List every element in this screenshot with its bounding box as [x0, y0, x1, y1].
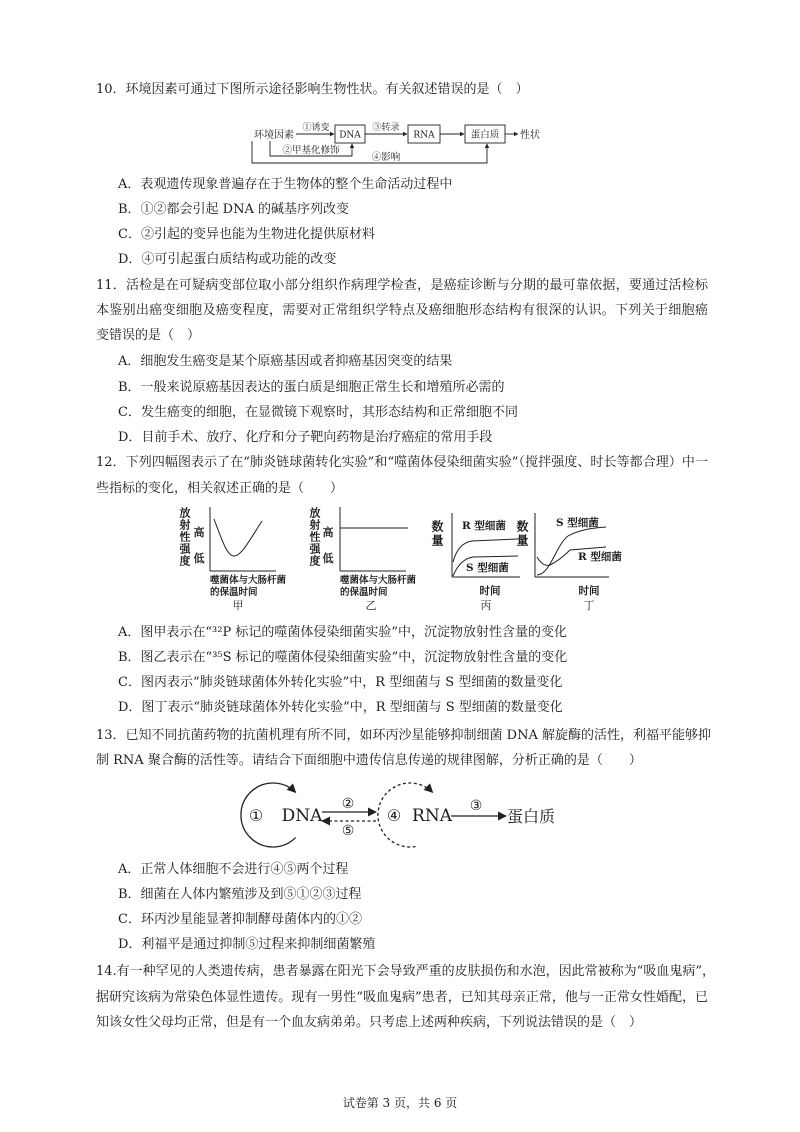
q11-option-b: B．一般来说原癌基因表达的蛋白质是细胞正常生长和增殖所必需的 [118, 380, 505, 395]
graph-yi-xlabel-1: 噬菌体与大肠杆菌 [340, 575, 417, 586]
q12-option-b: B．图乙表示在“³⁵S 标记的噬菌体侵染细菌实验”中，沉淀物放射性含量的变化 [118, 650, 568, 665]
q12-stem-line-2: 些指标的变化，相关叙述正确的是（ ） [96, 481, 344, 496]
q14-stem-line-1: 14.有一种罕见的人类遗传病，患者暴露在阳光下会导致严重的皮肤损伤和水泡，因此常被称为“吸血鬼病”， [96, 964, 715, 979]
graph-ding [535, 513, 622, 612]
graph-yi-caption: 乙 [365, 599, 377, 612]
graph-jia-xlabel-2: 的保温时间 [210, 587, 258, 598]
q12-option-a: A．图甲表示在“³²P 标记的噬菌体侵染细菌实验”中，沉淀物放射性含量的变化 [118, 625, 567, 640]
graph-yi-low: 低 [322, 552, 334, 565]
graph-yi-high: 高 [322, 526, 334, 539]
graph-ding-ylabel: 数量 [515, 520, 529, 548]
graph-bing-upper-label: R 型细菌 [462, 520, 506, 532]
page-footer: 试卷第 3 页，共 6 页 [342, 1096, 458, 1110]
trait-label: 性状 [520, 130, 540, 141]
process-5-label: ⑤ [341, 823, 355, 839]
transcription-label: ③转录 [372, 123, 400, 133]
rna-label: RNA [412, 806, 452, 826]
q13-option-c: C．环丙沙星能显著抑制酵母菌体内的①② [118, 912, 362, 927]
q12-option-d: D．图丁表示“肺炎链球菌体外转化实验”中，R 型细菌与 S 型细菌的数量变化 [118, 700, 563, 715]
q13-option-d: D．利福平是通过抑制⑤过程来抑制细菌繁殖 [118, 937, 376, 952]
q12-stem-line-1: 12．下列四幅图表示了在“肺炎链球菌转化实验”和“噬菌体侵染细菌实验”（搅拌强度、时长等都合理）中一 [96, 455, 708, 470]
process-4-label: ④ [386, 806, 402, 825]
graph-jia-xlabel-1: 噬菌体与大肠杆菌 [210, 575, 287, 586]
process-2-label: ② [341, 796, 355, 812]
q10-option-c: C．②引起的变异也能为生物进化提供原材料 [118, 227, 375, 242]
q14-stem-line-2: 据研究该病为常染色体显性遗传。现有一男性“吸血鬼病”患者，已知其母亲正常，他与一正常女性婚配，已 [96, 990, 708, 1005]
q11-stem-line-3: 变错误的是（ ） [96, 328, 201, 343]
graph-ding-caption: 丁 [583, 599, 595, 612]
graph-bing [452, 513, 520, 612]
graph-bing-xlabel: 时间 [479, 585, 501, 597]
dna-label: DNA [281, 806, 323, 826]
process-1-label: ① [248, 806, 264, 825]
q10-option-a: A．表观遗传现象普遍存在于生物体的整个生命活动过程中 [118, 177, 453, 192]
graph-jia-ylabel: 放射性强度 [178, 507, 191, 567]
graph-yi-ylabel: 放射性强度 [308, 507, 321, 567]
mutation-label: ①诱变 [302, 123, 330, 133]
graph-bing-lower-label: S 型细菌 [466, 562, 509, 574]
q12-four-graphs [170, 500, 630, 615]
q11-option-a: A．细胞发生癌变是某个原癌基因或者抑癌基因突变的结果 [118, 354, 453, 369]
q10-stem: 10．环境因素可通过下图所示途径影响生物性状。有关叙述错误的是（ ） [96, 82, 529, 97]
q10-option-b: B．①②都会引起 DNA 的碱基序列改变 [118, 202, 350, 217]
q12-option-c: C．图丙表示“肺炎链球菌体外转化实验”中，R 型细菌与 S 型细菌的数量变化 [118, 675, 563, 690]
graph-jia-curve [214, 519, 262, 556]
q10-pathway-diagram [245, 115, 555, 170]
q10-option-d: D．④可引起蛋白质结构或功能的改变 [118, 252, 337, 267]
protein-label: 蛋白质 [507, 807, 556, 826]
graph-ding-lower-label: R 型细菌 [578, 551, 622, 563]
q11-option-c: C．发生癌变的细胞，在显微镜下观察时，其形态结构和正常细胞不同 [118, 405, 518, 420]
q13-central-dogma-diagram [232, 778, 568, 854]
influence-label: ④影响 [371, 152, 401, 163]
graph-jia-caption: 甲 [232, 599, 244, 612]
graph-jia-low: 低 [193, 552, 205, 565]
q13-option-a: A．正常人体细胞不会进行④⑤两个过程 [118, 862, 349, 877]
q14-stem-line-3: 知该女性父母均正常，但是有一个血友病弟弟。只考虑上述两种疾病，下列说法错误的是（ ） [96, 1015, 643, 1030]
rna-box-label: RNA [413, 130, 435, 141]
process-3-label: ③ [469, 798, 483, 814]
graph-yi [323, 507, 417, 612]
protein-box-label: 蛋白质 [470, 129, 500, 141]
q11-stem-line-1: 11．活检是在可疑病变部位取小部分组织作病理学检查，是癌症诊断与分期的最可靠依据，要通过活检标 [96, 278, 708, 293]
graph-jia-high: 高 [193, 526, 205, 539]
q11-option-d: D．目前手术、放疗、化疗和分子靶向药物是治疗癌症的常用手段 [118, 430, 493, 445]
q13-option-b: B．细菌在人体内繁殖涉及到⑤①②③过程 [118, 887, 362, 902]
env-factor-label: 环境因素 [254, 130, 294, 141]
graph-ding-upper-label: S 型细菌 [556, 517, 599, 529]
graph-yi-xlabel-2: 的保温时间 [340, 587, 388, 598]
q13-stem-line-1: 13．已知不同抗菌药物的抗菌机理有所不同，如环丙沙星能够抑制细菌 DNA 解旋酶的活性，利福平能够抑 [96, 728, 711, 743]
graph-bing-ylabel: 数量 [430, 520, 444, 548]
methylation-label: ②甲基化修饰 [282, 145, 340, 156]
graph-jia [194, 507, 287, 612]
q11-stem-line-2: 本鉴别出癌变细胞及癌变程度，需要对正常组织学特点及癌细胞形态结构有很深的认识。下列关于细胞癌 [96, 303, 708, 318]
graph-bing-caption: 丙 [480, 599, 492, 612]
dna-box-label: DNA [339, 130, 361, 141]
q13-stem-line-2: 制 RNA 聚合酶的活性等。请结合下面细胞中遗传信息传递的规律图解，分析正确的是（ ） [96, 753, 642, 768]
graph-ding-xlabel: 时间 [578, 585, 600, 597]
graph-bing-upper-curve [453, 539, 518, 562]
